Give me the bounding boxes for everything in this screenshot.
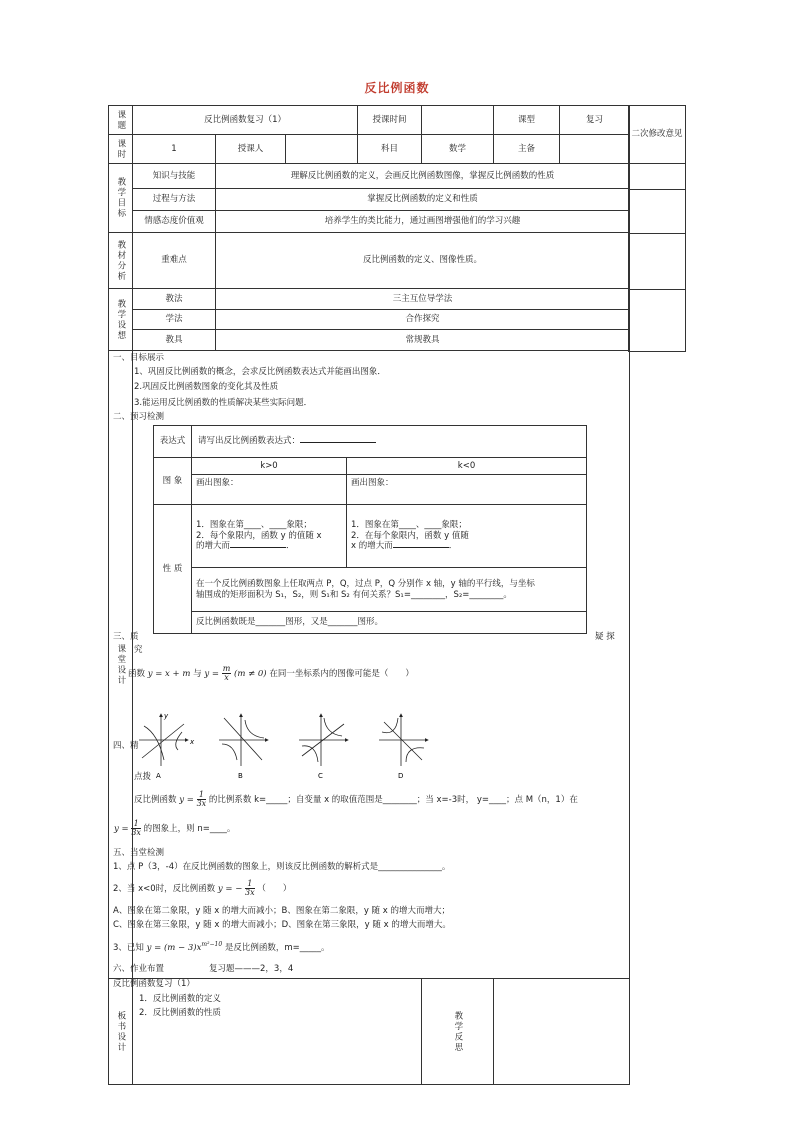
kneg-property-line: 1．图象在第____、____象限； <box>351 520 467 531</box>
draw-kpos-cell[interactable]: 画出图象： <box>192 475 347 505</box>
analysis-text-cell: 反比例函数的定义、图像性质。 <box>216 233 630 289</box>
area-line: 在一个反比例函数图象上任取两点 P，Q，过点 P，Q 分别作 x 轴，y 轴的平行线，与坐标 <box>196 578 535 589</box>
svg-text:y: y <box>164 712 169 720</box>
l2-fraction: $\frac{1}{3x}$ <box>131 819 141 837</box>
revision-blank-cell <box>629 290 686 352</box>
method-name-cell: 教法 <box>133 289 216 310</box>
q2-pre: 2、当 x<0时，反比例函数 <box>113 884 216 894</box>
goal-item: 3.能运用反比例函数的性质解决某些实际问题． <box>134 398 313 408</box>
goal-name-cell: 情感态度价值观 <box>133 211 216 233</box>
method-text-cell: 合作探究 <box>216 310 630 330</box>
revision-table <box>628 105 686 352</box>
document-title: 反比例函数 <box>364 81 430 95</box>
kpos-property-line: 2．每个象限内，函数 y 的值随 x <box>196 530 322 541</box>
check-q2 <box>113 880 291 897</box>
method-text-cell: 三主互位导学法 <box>216 289 630 310</box>
method-text-cell: 常规教具 <box>216 330 630 351</box>
option-label: A <box>156 772 161 780</box>
board-title: 反比例函数复习（1） <box>113 979 195 989</box>
analysis-name-cell: 重难点 <box>133 233 216 289</box>
homework-text: 复习题———2，3，4 <box>209 964 294 974</box>
reflect-label-cell: 教学反思 <box>422 979 494 1085</box>
q3-eq: y = (m − 3)x <box>146 942 202 953</box>
property-label-cell: 性 质 <box>154 505 192 634</box>
goal-item: 1、巩固反比例函数的概念，会求反比例函数表达式并能画出图象． <box>134 367 386 377</box>
topic-label-cell: 课题 <box>109 106 133 135</box>
option-label: C <box>318 772 323 780</box>
method-name-cell: 教具 <box>133 330 216 351</box>
section-4-heading-cont: 点拨 <box>134 772 152 782</box>
q-mid: 与 <box>193 669 202 679</box>
l1-fraction: $\frac{1}{3x}$ <box>196 790 207 808</box>
l1-y: y = <box>179 795 194 805</box>
q2-y: y = − <box>217 884 243 894</box>
q3-pre: 3、已知 <box>113 942 144 953</box>
goals-label-cell: 教学目标 <box>109 164 133 233</box>
type-label-cell: 课型 <box>494 106 560 135</box>
revision-blank-cell <box>629 190 686 234</box>
topic-cell: 反比例函数复习（1） <box>133 106 358 135</box>
revision-blank-cell <box>629 234 686 290</box>
option-graph-b[interactable] <box>219 714 268 780</box>
area-question-cell <box>192 568 587 612</box>
revision-note-cell: 二次修改意见 <box>629 106 686 164</box>
teacher-label-cell: 授课人 <box>216 135 286 164</box>
methods-label-cell: 教学设想 <box>109 289 133 351</box>
goal-text-cell: 培养学生的类比能力，通过画图增强他们的学习兴趣 <box>216 211 630 233</box>
check-q2-opt2: C、图象在第三象限，y 随 x 的增大而减小；D、图象在第三象限，y 随 x 的增大而增大。 <box>113 920 451 930</box>
l2-y: y = <box>114 824 129 834</box>
section-2-heading: 二、预习检测 <box>113 412 165 422</box>
expr-blank[interactable] <box>300 442 376 443</box>
q2-post: （ ） <box>257 884 292 894</box>
section-4-line-2 <box>114 820 235 837</box>
board-item: 1．反比例函数的定义 <box>139 994 221 1004</box>
kneg-blank[interactable] <box>393 547 449 548</box>
check-q2-opt1: A、图象在第二象限，y 随 x 的增大而减小；B、图象在第二象限，y 随 x 的增大而增大； <box>113 906 450 916</box>
section-4-line-1 <box>134 791 578 808</box>
kpos-blank[interactable] <box>230 547 286 548</box>
goal-text-cell: 理解反比例函数的定义，会画反比例函数图像，掌握反比例函数的性质 <box>216 164 630 189</box>
kneg-property-line: 2．在每个象限内，函数 y 值随 <box>351 530 469 541</box>
expr-prompt: 请写出反比例函数表达式： <box>198 436 301 447</box>
q-pre: 函数 <box>128 669 146 679</box>
l1-post: 的比例系数 k=_____；自变量 x 的取值范围是________；当 x=-3时， y=____；点 M（n，1）在 <box>208 795 578 805</box>
q3-exponent: m²−10 <box>201 941 223 948</box>
option-graph-d[interactable] <box>379 714 428 780</box>
q-y: y = <box>204 669 219 679</box>
kneg-property-line: x 的增大而 <box>351 541 393 552</box>
time-value-cell <box>422 106 494 135</box>
q-condition: (m ≠ 0) <box>234 669 267 679</box>
kpos-property-line: 的增大而 <box>196 541 231 552</box>
section-4-heading: 四、精 <box>113 741 139 751</box>
classroom-label-cell: 课堂设计 <box>109 351 133 979</box>
symmetry-cell: 反比例函数既是_______图形，又是_______图形。 <box>192 612 587 634</box>
teacher-value-cell <box>286 135 358 164</box>
kneg-property-cell: 1．图象在第____、____象限； 2．在每个象限内，函数 y 值随 x 的增大而 ． <box>347 505 587 568</box>
section-5-heading: 五、当堂检测 <box>113 848 165 858</box>
section-1-heading: 一、目标展示 <box>113 353 165 363</box>
section-6-heading: 六、作业布置 <box>113 964 165 974</box>
check-q3 <box>113 941 330 954</box>
section-3-heading-cont: 究 <box>134 645 143 655</box>
board-label-cell: 板书设计 <box>109 979 133 1085</box>
option-graph-c[interactable] <box>299 714 348 780</box>
q3-post: 是反比例函数，m=_____。 <box>224 942 330 953</box>
q-fraction: $\frac{m}{x}$ <box>222 664 231 682</box>
expr-cell <box>192 426 587 458</box>
q-linear: y = x + m <box>147 669 191 679</box>
option-label: D <box>398 772 404 780</box>
kneg-header: k<0 <box>347 458 587 475</box>
q2-fraction: $\frac{1}{3x}$ <box>245 879 255 897</box>
svg-text:x: x <box>190 738 195 746</box>
option-graph-a[interactable] <box>139 712 195 780</box>
analysis-label-cell: 教材分析 <box>109 233 133 289</box>
main-value-cell <box>560 135 630 164</box>
kpos-header: k>0 <box>192 458 347 475</box>
section-3-question <box>128 665 414 682</box>
q-post: 在同一坐标系内的图像可能是（ ） <box>269 669 414 679</box>
kpos-property-line: 1．图象在第____、____象限； <box>196 520 312 531</box>
goal-text-cell: 掌握反比例函数的定义和性质 <box>216 189 630 211</box>
hours-label-cell: 课时 <box>109 135 133 164</box>
reflect-content-cell <box>494 979 630 1085</box>
main-label-cell: 主备 <box>494 135 560 164</box>
subject-label-cell: 科目 <box>358 135 422 164</box>
draw-kneg-cell[interactable]: 画出图象： <box>347 475 587 505</box>
expr-label-cell: 表达式 <box>154 426 192 458</box>
subject-value-cell: 数学 <box>422 135 494 164</box>
check-q1: 1、点 P（3，-4）在反比例函数的图象上，则该反比例函数的解析式是_______________。 <box>113 862 451 872</box>
section-3-heading: 三、质 <box>113 632 139 642</box>
option-label: B <box>238 772 243 780</box>
goal-item: 2.巩固反比例函数图象的变化其及性质 <box>134 382 279 392</box>
revision-blank-cell <box>629 164 686 190</box>
l2-post: 的图象上，则 n=____。 <box>143 824 236 834</box>
type-value-cell: 复习 <box>560 106 630 135</box>
method-name-cell: 学法 <box>133 310 216 330</box>
hours-cell: 1 <box>133 135 216 164</box>
board-item: 2．反比例函数的性质 <box>139 1008 221 1018</box>
area-line: 轴围成的矩形面积为 S₁，S₂，则 S₁和 S₂ 有何关系？S₁=________，S₂=________。 <box>196 589 512 600</box>
goal-name-cell: 知识与技能 <box>133 164 216 189</box>
time-label-cell: 授课时间 <box>358 106 422 135</box>
l1-pre: 反比例函数 <box>134 795 177 805</box>
section-3-right: 疑 探 <box>595 632 615 642</box>
option-graphs <box>136 710 446 782</box>
graph-label-cell: 图 象 <box>154 458 192 505</box>
kpos-property-cell: 1．图象在第____、____象限； 2．每个象限内，函数 y 的值随 x 的增大而 ． <box>192 505 347 568</box>
preview-table <box>153 425 587 634</box>
goal-name-cell: 过程与方法 <box>133 189 216 211</box>
